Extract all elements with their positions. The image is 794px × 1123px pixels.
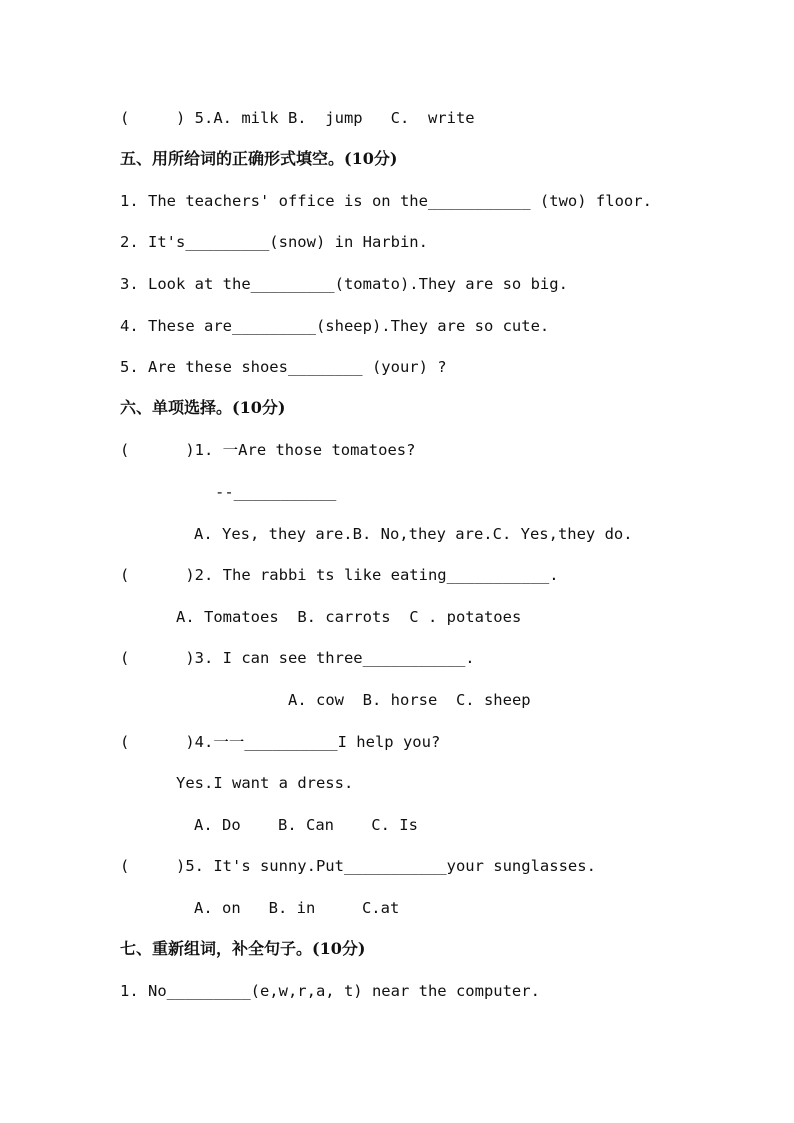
q5-options: A. on B. in C.at <box>194 899 400 917</box>
q1-stem: ( )1. 一Are those tomatoes? <box>120 441 416 459</box>
section5-heading: 五、用所给词的正确形式填空。(10分) <box>120 149 398 168</box>
q3-options: A. cow B. horse C. sheep <box>288 691 531 709</box>
section6-heading: 六、单项选择。(10分) <box>120 398 286 417</box>
q3-stem: ( )3. I can see three___________. <box>120 649 475 667</box>
section5-item-5: 5. Are these shoes________ (your) ? <box>120 358 447 376</box>
q4-options: A. Do B. Can C. Is <box>194 816 418 834</box>
section5-item-3: 3. Look at the_________(tomato).They are so big. <box>120 275 568 293</box>
q1-answer: --___________ <box>215 483 337 501</box>
top-item: ( ) 5.A. milk B. jump C. write <box>120 109 475 127</box>
q4-answer: Yes.I want a dress. <box>176 774 354 792</box>
section7-item-1: 1. No_________(e,w,r,a, t) near the computer. <box>120 982 540 1000</box>
q5-stem: ( )5. It's sunny.Put___________your sunglasses. <box>120 857 596 875</box>
q2-options: A. Tomatoes B. carrots C . potatoes <box>176 608 522 626</box>
section7-heading: 七、重新组词，补全句子。(10分) <box>120 939 366 958</box>
q2-stem: ( )2. The rabbi ts like eating___________. <box>120 566 559 584</box>
section5-item-4: 4. These are_________(sheep).They are so cute. <box>120 317 550 335</box>
q4-stem: ( )4.一一__________I help you? <box>120 733 441 751</box>
section5-item-1: 1. The teachers' office is on the___________ (two) floor. <box>120 192 652 210</box>
section5-item-2: 2. It's_________(snow) in Harbin. <box>120 233 428 251</box>
q1-options: A. Yes, they are.B. No,they are.C. Yes,they do. <box>194 525 633 543</box>
